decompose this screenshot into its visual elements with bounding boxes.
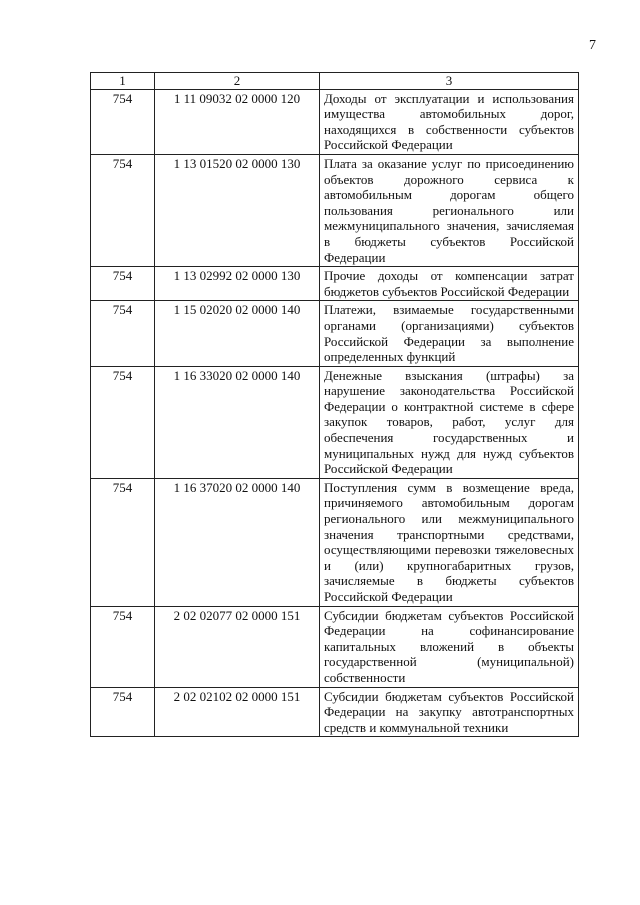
admin-code-cell: 754 — [91, 366, 155, 478]
table-body — [91, 89, 579, 737]
revenue-name-cell: Поступления сумм в возмещение вреда, причиняемого автомобильным дорогам регионального или межмуниципального значения транспортными средствами, осуществляющими перевозки тяжеловесных и (или) крупногабаритных грузов, зачисляемые в бюджеты субъектов Российской Федерации — [320, 478, 579, 606]
revenue-name-cell: Платежи, взимаемые государственными органами (организациями) субъектов Российской Федерации за выполнение определенных функций — [320, 301, 579, 366]
admin-code-cell: 754 — [91, 154, 155, 266]
admin-code-cell: 754 — [91, 606, 155, 687]
table-row — [91, 267, 579, 301]
budget-code-cell: 1 13 01520 02 0000 130 — [155, 154, 320, 266]
table-row — [91, 154, 579, 266]
column-header-1: 1 — [91, 73, 155, 90]
revenue-name-cell: Доходы от эксплуатации и использования имущества автомобильных дорог, находящихся в собственности субъектов Российской Федерации — [320, 89, 579, 154]
admin-code-cell: 754 — [91, 89, 155, 154]
budget-code-cell: 1 16 37020 02 0000 140 — [155, 478, 320, 606]
table-row — [91, 687, 579, 737]
column-header-2: 2 — [155, 73, 320, 90]
table-row — [91, 89, 579, 154]
revenue-name-cell: Прочие доходы от компенсации затрат бюджетов субъектов Российской Федерации — [320, 267, 579, 301]
page-number: 7 — [589, 38, 596, 53]
header-row — [91, 73, 579, 90]
budget-code-cell: 1 16 33020 02 0000 140 — [155, 366, 320, 478]
table-row — [91, 301, 579, 366]
column-header-3: 3 — [320, 73, 579, 90]
table-row — [91, 366, 579, 478]
revenue-name-cell: Субсидии бюджетам субъектов Российской Федерации на закупку автотранспортных средств и коммунальной техники — [320, 687, 579, 737]
admin-code-cell: 754 — [91, 687, 155, 737]
table-row — [91, 478, 579, 606]
budget-code-cell: 1 11 09032 02 0000 120 — [155, 89, 320, 154]
admin-code-cell: 754 — [91, 301, 155, 366]
revenue-name-cell: Субсидии бюджетам субъектов Российской Федерации на софинансирование капитальных вложений в объекты государственной (муниципальной) собственности — [320, 606, 579, 687]
revenue-name-cell: Денежные взыскания (штрафы) за нарушение законодательства Российской Федерации о контрактной системе в сфере закупок товаров, работ, услуг для обеспечения государственных и муниципальных нужд для нужд субъектов Российской Федерации — [320, 366, 579, 478]
table-row — [91, 606, 579, 687]
admin-code-cell: 754 — [91, 267, 155, 301]
budget-code-cell: 1 13 02992 02 0000 130 — [155, 267, 320, 301]
budget-code-cell: 2 02 02102 02 0000 151 — [155, 687, 320, 737]
revenue-name-cell: Плата за оказание услуг по присоединению объектов дорожного сервиса к автомобильным дорогам общего пользования регионального или межмуниципального значения, зачисляемая в бюджеты субъектов Российской Федерации — [320, 154, 579, 266]
budget-code-cell: 2 02 02077 02 0000 151 — [155, 606, 320, 687]
admin-code-cell: 754 — [91, 478, 155, 606]
table-header — [91, 73, 579, 90]
budget-code-cell: 1 15 02020 02 0000 140 — [155, 301, 320, 366]
revenue-codes-table — [90, 72, 579, 737]
